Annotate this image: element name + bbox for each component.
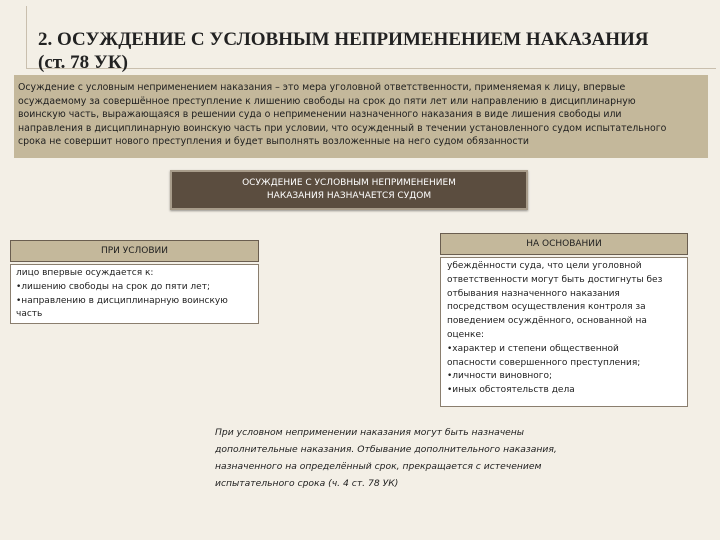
basis-line: ответственности могут быть достигнуты без: [447, 274, 663, 285]
condition-line: •направлению в дисциплинарную воинскую: [16, 295, 228, 306]
note-line: При условном неприменении наказания могут быть назначены: [215, 427, 525, 438]
note-line: назначенного на определённый срок, прекращается с истечением: [215, 461, 542, 472]
basis-line: посредством осуществления контроля за: [447, 302, 646, 313]
title-rule-vertical: [26, 6, 27, 68]
definition-line: Осуждение с условным неприменением наказания – это мера уголовной ответственности, применяемая к лицу, впервые: [18, 82, 626, 93]
condition-line: часть: [16, 309, 43, 320]
note-line: испытательного срока (ч. 4 ст. 78 УК): [215, 478, 399, 489]
page-title: [38, 28, 698, 74]
title-line-2: (ст. 78 УК): [38, 52, 128, 73]
definition-line: срока не совершит нового преступления и будет выполнять возложенные на него судом обязанности: [18, 136, 530, 148]
basis-line: •иных обстоятельств дела: [447, 385, 575, 396]
condition-line: лицо впервые осуждается к:: [16, 268, 154, 278]
condition-header: ПРИ УСЛОВИИ: [10, 240, 259, 262]
basis-line: оценке:: [447, 329, 485, 340]
definition-line: осуждаемому за совершённое преступление к лишению свободы на срок до пяти лет или направлению в дисциплинарную: [18, 95, 636, 107]
definition-box: [14, 75, 708, 158]
condition-card: [10, 264, 259, 324]
basis-line: поведением осуждённого, основанной на: [447, 316, 647, 327]
court-decision-line-2: НАКАЗАНИЯ НАЗНАЧАЕТСЯ СУДОМ: [266, 191, 432, 201]
basis-line: опасности совершенного преступления;: [447, 357, 641, 368]
basis-header: НА ОСНОВАНИИ: [440, 233, 688, 255]
definition-line: направления в дисциплинарную воинскую часть при условии, что осужденный в течении установленного судом испытательного: [18, 122, 667, 134]
condition-line: •лишению свободы на срок до пяти лет;: [16, 281, 210, 292]
basis-line: •характер и степени общественной: [447, 343, 619, 354]
court-decision-box: [170, 170, 528, 210]
basis-line: •личности виновного;: [447, 371, 553, 382]
note-line: дополнительные наказания. Отбывание дополнительного наказания,: [215, 444, 557, 455]
court-decision-line-1: ОСУЖДЕНИЕ С УСЛОВНЫМ НЕПРИМЕНЕНИЕМ: [242, 178, 456, 188]
basis-line: отбывания назначенного наказания: [447, 288, 620, 299]
basis-card: [440, 257, 688, 407]
definition-line: воинскую часть, выражающаяся в решении суда о неприменении назначенного наказания в виде лишения свободы или: [18, 109, 622, 121]
title-line-1: 2. ОСУЖДЕНИЕ С УСЛОВНЫМ НЕПРИМЕНЕНИЕМ НАКАЗАНИЯ: [38, 29, 649, 50]
basis-line: убеждённости суда, что цели уголовной: [447, 261, 642, 271]
additional-punishment-note: [215, 424, 595, 492]
